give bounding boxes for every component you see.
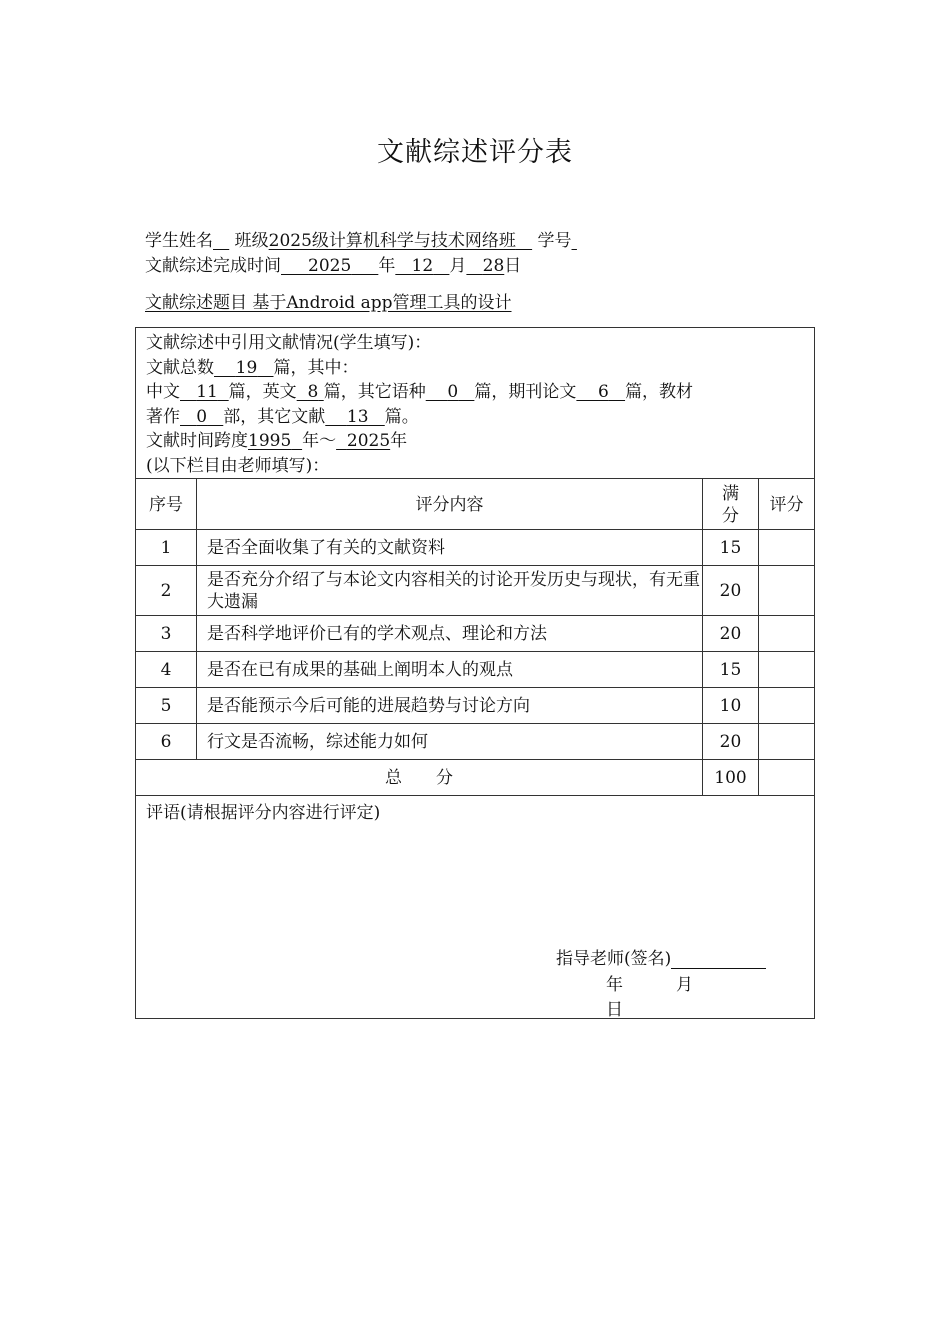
header-content: 评分内容 xyxy=(197,479,703,530)
en-count-field[interactable]: 8 xyxy=(307,382,319,403)
citation-info xyxy=(146,331,693,479)
sign-month: 月 xyxy=(676,975,693,995)
table-row: 5 是否能预示今后可能的进展趋势与讨论方向 10 xyxy=(136,688,815,724)
sign-day: 日 xyxy=(606,1000,623,1020)
class-label: 班级 xyxy=(234,231,269,251)
signature-label: 指导老师(签名) xyxy=(556,949,672,969)
total-score-cell[interactable] xyxy=(759,760,815,796)
name-label: 学生姓名 xyxy=(145,231,213,251)
score-cell[interactable] xyxy=(759,616,815,652)
table-row: 3 是否科学地评价已有的学术观点、理论和方法 20 xyxy=(136,616,815,652)
score-table xyxy=(135,478,815,796)
class-field[interactable]: 2025级计算机科学与技术网络班 xyxy=(268,231,516,251)
total-label: 总 分 xyxy=(136,760,703,796)
day-field[interactable]: 28 xyxy=(482,256,505,276)
book-line: 著作 0 部，其它文献 13 篇。 xyxy=(146,406,419,427)
teacher-note: (以下栏目由老师填写)： xyxy=(146,455,330,476)
student-info-line xyxy=(145,229,577,253)
journal-field[interactable]: 6 xyxy=(598,382,609,403)
month-field[interactable]: 12 xyxy=(411,256,434,276)
span-from-field[interactable]: 1995 xyxy=(248,431,292,452)
score-cell[interactable] xyxy=(759,652,815,688)
total-line: 文献总数 19 篇，其中： xyxy=(146,357,359,378)
other-field[interactable]: 13 xyxy=(346,406,369,427)
time-label: 文献综述完成时间 xyxy=(145,256,281,276)
completion-time-line xyxy=(145,254,521,278)
table-row: 4 是否在已有成果的基础上阐明本人的观点 15 xyxy=(136,652,815,688)
total-row xyxy=(136,760,815,796)
comment-label: 评语(请根据评分内容进行评定) xyxy=(146,803,381,823)
score-cell[interactable] xyxy=(759,530,815,566)
table-row: 1 是否全面收集了有关的文献资料 15 xyxy=(136,530,815,566)
time-span-line: 文献时间跨度1995 年～ 2025年 xyxy=(146,431,408,452)
name-field[interactable] xyxy=(213,231,229,251)
review-form-box xyxy=(135,327,815,1019)
header-no: 序号 xyxy=(136,479,197,530)
total-full: 100 xyxy=(703,760,759,796)
table-header-row xyxy=(136,479,815,530)
breakdown-line: 中文 11 篇，英文 8 篇，其它语种 0 篇，期刊论文 6 篇，教材 xyxy=(146,382,694,403)
sign-date xyxy=(606,970,814,1020)
cn-count-field[interactable]: 11 xyxy=(196,382,218,403)
signature-field[interactable] xyxy=(671,950,766,969)
header-score: 评分 xyxy=(759,479,815,530)
score-cell[interactable] xyxy=(759,566,815,616)
citation-heading: 文献综述中引用文献情况(学生填写)： xyxy=(146,333,432,353)
score-cell[interactable] xyxy=(759,724,815,760)
score-cell[interactable] xyxy=(759,688,815,724)
header-full: 满 分 xyxy=(703,479,759,530)
page-title: 文献综述评分表 xyxy=(377,137,573,168)
month-unit: 月 xyxy=(449,256,467,276)
other-lang-field[interactable]: 0 xyxy=(447,382,459,403)
year-unit: 年 xyxy=(378,256,396,276)
signature-area xyxy=(556,944,766,969)
table-row: 2 是否充分介绍了与本论文内容相关的讨论开发历史与现状，有无重大遗漏 20 xyxy=(136,566,815,616)
table-row: 6 行文是否流畅，综述能力如何 20 xyxy=(136,724,815,760)
book-field[interactable]: 0 xyxy=(196,406,208,427)
span-to-field[interactable]: 2025 xyxy=(346,431,391,452)
year-field[interactable]: 2025 xyxy=(308,256,352,276)
sign-year: 年 xyxy=(606,975,623,995)
day-unit: 日 xyxy=(504,256,522,276)
id-label: 学号 xyxy=(537,231,572,251)
id-field[interactable] xyxy=(572,231,577,251)
total-field[interactable]: 19 xyxy=(235,357,258,378)
topic-line: 文献综述题目 基于Android app管理工具的设计 xyxy=(145,293,512,313)
